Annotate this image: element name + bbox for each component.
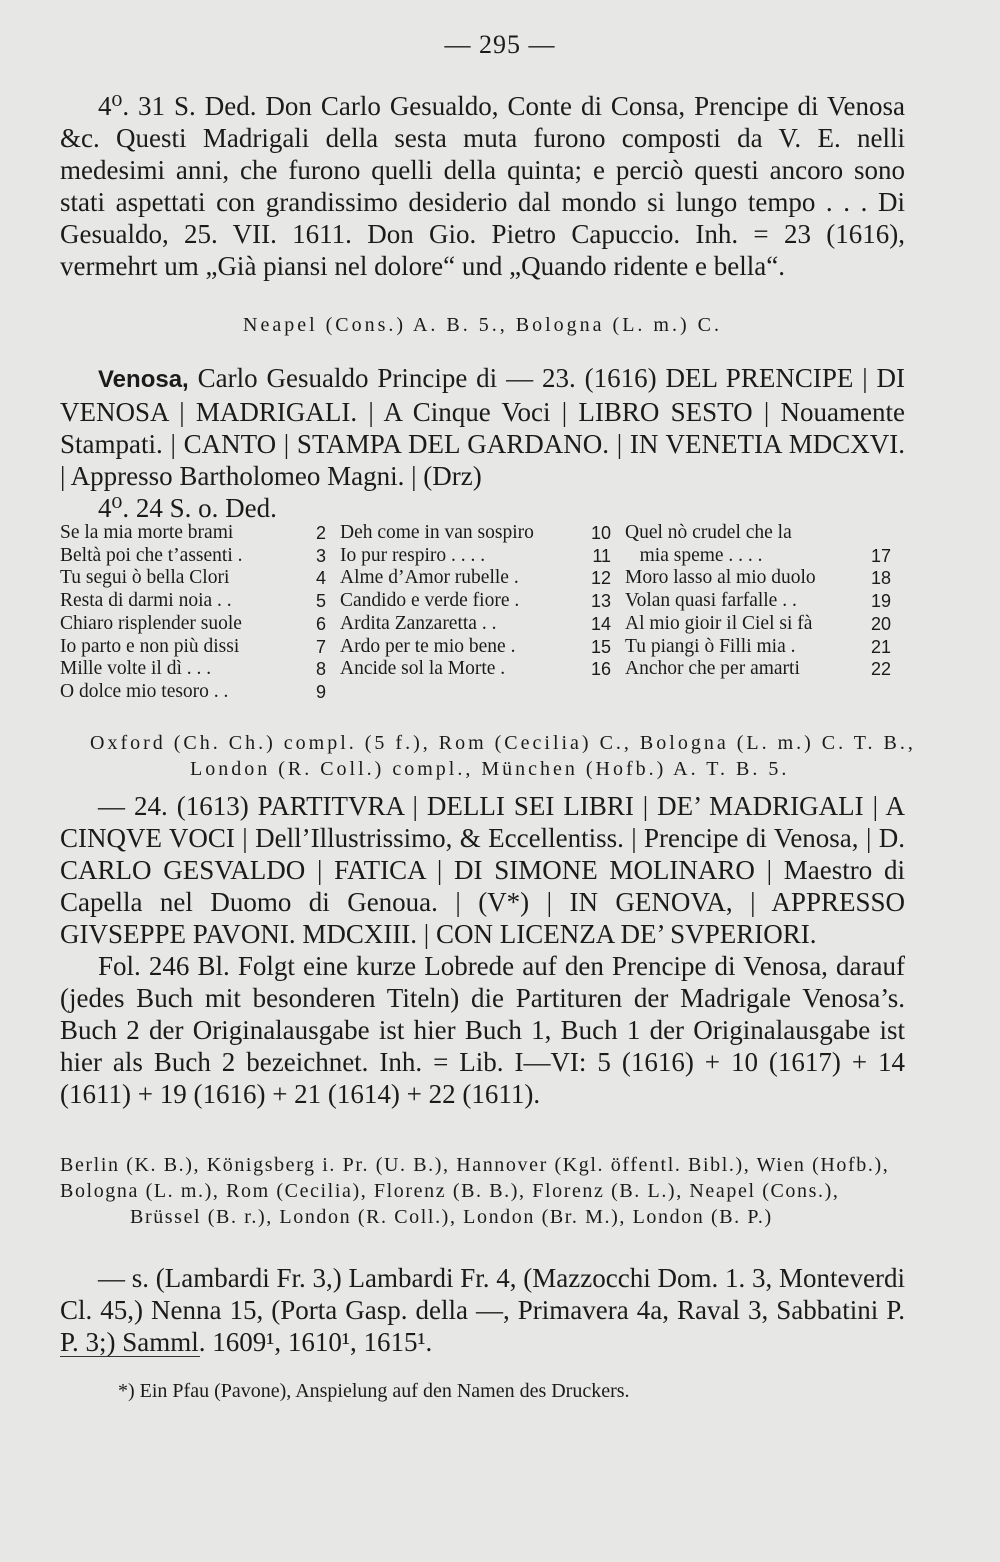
library-holdings: Oxford (Ch. Ch.) compl. (5 f.), Rom (Cecilia) C., Bologna (L. m.) C. T. B., London (R. Coll.) compl., München (Hofb.) A. T. B. 5. xyxy=(90,732,916,780)
toc-entry: Moro lasso al mio duolo 18 xyxy=(625,567,891,589)
page-number: — 295 — xyxy=(444,30,556,59)
entry-title: Carlo Gesualdo Principe di — 23. (1616) DEL PRENCIPE | DI VENOSA | MADRIGALI. | A Cinque Voci | LIBRO SESTO | Nouamente Stampati. | CANTO | STAMPA DEL GARDANO. | IN VENETIA MDCXVI. | Appresso Bartholomeo Magni. | (Drz) xyxy=(60,363,905,491)
toc-entry: Ardo per te mio bene . 15 xyxy=(340,635,611,657)
toc-entry: O dolce mio tesoro . . 9 xyxy=(60,680,326,702)
toc-column-3 xyxy=(625,522,905,704)
toc-entry: Volan quasi farfalle . . 19 xyxy=(625,590,891,612)
entry-see-also xyxy=(60,1262,905,1358)
madrigal-contents-table xyxy=(60,522,905,704)
toc-entry: Io pur respiro . . . . 11 xyxy=(340,544,611,566)
toc-entry: Resta di darmi noia . . 5 xyxy=(60,590,326,612)
toc-entry: Ancide sol la Morte . 16 xyxy=(340,658,611,680)
entry-fifth-book-continuation xyxy=(60,90,905,282)
toc-entry: Ardita Zanzaretta . . 14 xyxy=(340,612,611,634)
toc-entry: Anchor che per amarti 22 xyxy=(625,658,891,680)
toc-column-2 xyxy=(340,522,625,704)
toc-entry: mia speme . . . . 17 xyxy=(625,544,891,566)
toc-entry: Tu piangi ò Filli mia . 21 xyxy=(625,635,891,657)
toc-entry: Mille volte il dì . . . 8 xyxy=(60,658,326,680)
entry-format: 4⁰. 24 S. o. Ded. xyxy=(98,493,277,523)
footnote-divider xyxy=(60,1356,200,1357)
entry-sixth-book xyxy=(60,362,905,524)
library-holdings: Berlin (K. B.), Königsberg i. Pr. (U. B.), Hannover (Kgl. öffentl. Bibl.), Wien (Hofb.), Bologna (L. m.), Rom (Cecilia), Florenz (B. B.), Florenz (B. L.), Neapel (Cons.), Brüssel (B. r.), London (R. Coll.), London (Br. M.), London (B. P.) xyxy=(60,1154,890,1228)
toc-entry: Alme d’Amor rubelle . 12 xyxy=(340,567,611,589)
toc-entry: Quel nò crudel che la xyxy=(625,522,792,543)
toc-entry: Io parto e non più dissi 7 xyxy=(60,635,326,657)
entry-title: — 24. (1613) PARTITVRA | DELLI SEI LIBRI | DE’ MADRIGALI | A CINQVE VOCI | Dell’Illustrissimo, & Eccellentiss. | Prencipe di Venosa, | D. CARLO GESVALDO | FATICA | DI SIMONE MOLINARO | Maestro di Capella nel Duomo di Genoua. | (V*) | IN GENOVA, | APPRESSO GIVSEPPE PAVONI. MDCXIII. | CON LICENZA DE’ SVPERIORI. xyxy=(60,791,905,949)
entry-description: Fol. 246 Bl. Folgt eine kurze Lobrede auf den Prencipe di Venosa, darauf (jedes Buch mit besonderen Titeln) die Partituren der Madrigale Venosa’s. Buch 2 der Originalausgabe ist hier Buch 1, Buch 1 der Originalausgabe ist hier als Buch 2 bezeichnet. Inh. = Lib. I—VI: 5 (1616) + 10 (1617) + 14 (1611) + 19 (1616) + 21 (1614) + 22 (1611). xyxy=(60,951,905,1109)
cross-references: — s. (Lambardi Fr. 3,) Lambardi Fr. 4, (Mazzocchi Dom. 1. 3, Monteverdi Cl. 45,) Nenna 15, (Porta Gasp. della —, Primavera 4a, Raval 3, Sabbatini P. P. 3;) Samml. 1609¹, 1610¹, 1615¹. xyxy=(60,1263,905,1357)
toc-entry: Deh come in van sospiro 10 xyxy=(340,522,611,543)
entry-heading: Venosa, xyxy=(98,366,189,393)
toc-column-1 xyxy=(60,522,340,704)
footnote: *) Ein Pfau (Pavone), Anspielung auf den Namen des Druckers. xyxy=(118,1380,630,1402)
entry-partitura xyxy=(60,790,905,1110)
toc-entry: Tu segui ò bella Clori 4 xyxy=(60,567,326,589)
toc-entry: Candido e verde fiore . 13 xyxy=(340,590,611,612)
toc-entry: Chiaro risplender suole 6 xyxy=(60,612,326,634)
toc-entry: Beltà poi che t’assenti . 3 xyxy=(60,544,326,566)
toc-entry: Al mio gioir il Ciel si fà 20 xyxy=(625,612,891,634)
library-holdings: Neapel (Cons.) A. B. 5., Bologna (L. m.) C. xyxy=(243,314,722,336)
entry-text: 4⁰. 31 S. Ded. Don Carlo Gesualdo, Conte di Consa, Prencipe di Venosa &c. Questi Madrigali della sesta muta furono composti da V. E. nelli medesimi anni, che furono quelli della quinta; e perciò questi ancoro sono stati aspettati con grandissimo desiderio dal mondo si lungo tempo . . . Di Gesualdo, 25. VII. 1611. Don Gio. Pietro Capuccio. Inh. = 23 (1616), vermehrt um „Già piansi nel dolore“ und „Quando ridente e bella“. xyxy=(60,91,905,281)
toc-entry: Se la mia morte brami 2 xyxy=(60,522,326,543)
